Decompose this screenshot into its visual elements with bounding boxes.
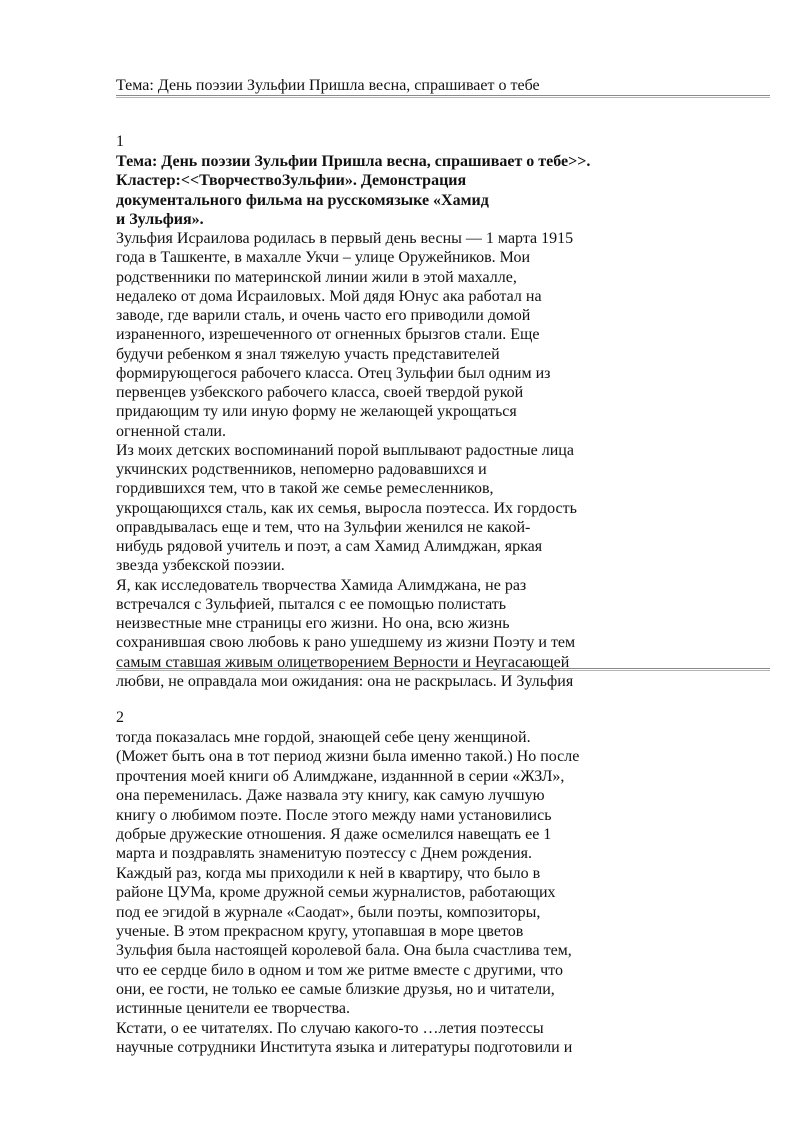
- running-header: Тема: День поэзии Зульфии Пришла весна, спрашивает о тебе: [116, 77, 540, 94]
- text-line: под ее эгидой в журнале «Саодат», были поэты, композиторы,: [116, 903, 541, 921]
- page-number-2: 2: [116, 709, 124, 726]
- text-line: будучи ребенком я знал тяжелую участь представителей: [116, 345, 500, 363]
- text-line: первенцев узбекского рабочего класса, своей твердой рукой: [116, 384, 524, 401]
- page-2-body: [116, 728, 596, 1058]
- text-line: нибудь рядовой учитель и поэт, а сам Хамид Алимджан, яркая: [116, 538, 543, 555]
- text-line: марта и поздравлять знаменитую поэтессу с Днем рождения.: [116, 845, 532, 863]
- text-line: неизвестные мне страницы его жизни. Но она, всю жизнь: [116, 615, 510, 632]
- section-heading: [116, 152, 596, 229]
- text-line: недалеко от дома Исраиловых. Мой дядя Юнус ака работал на: [116, 287, 542, 305]
- text-line: огненной стали.: [116, 422, 226, 440]
- text-line: года в Ташкенте, в махалле Укчи – улице Оружейников. Мои: [116, 249, 531, 267]
- text-line: они, ее гости, не только ее самые близкие друзья, но и читатели,: [116, 981, 555, 999]
- text-line: гордившихся тем, что в такой же семье ремесленников,: [116, 480, 494, 498]
- text-line: формирующегося рабочего класса. Отец Зульфии был одним из: [116, 364, 551, 382]
- text-line: научные сотрудники Института языка и литературы подготовили и: [116, 1039, 573, 1057]
- text-line: любви, не оправдала мои ожидания: она не раскрылась. И Зульфия: [116, 672, 574, 690]
- text-line: израненного, изрешеченного от огненных брызгов стали. Еще: [116, 326, 540, 344]
- text-line: (Может быть она в тот период жизни была именно такой.) Но после: [116, 748, 580, 766]
- text-line: укрощающихся сталь, как их семья, выросла поэтесса. Их гордость: [116, 499, 577, 517]
- page-1-body: [116, 229, 596, 691]
- heading-line: документального фильма на русскомязыке «Хамид: [116, 191, 489, 209]
- text-line: встречался с Зульфией, пытался с ее помощью полистать: [116, 595, 507, 613]
- text-line: книгу о любимом поэте. После этого между нами установились: [116, 806, 552, 824]
- text-line: Я, как исследователь творчества Хамида Алимджана, не раз: [116, 576, 527, 594]
- text-line: что ее сердце било в одном и том же ритме вместе с другими, что: [116, 961, 563, 979]
- heading-line: Тема: День поэзии Зульфии Пришла весна, спрашивает о тебе>>.: [116, 153, 591, 170]
- text-line: придающим ту или иную форму не желающей укрощаться: [116, 403, 517, 421]
- text-line: Зульфия Исраилова родилась в первый день весны — 1 марта 1915: [116, 230, 574, 247]
- page-number-1: 1: [116, 133, 124, 150]
- text-line: самым ставшая живым олицетворением Верности и Неугасающей: [116, 653, 570, 671]
- text-line: тогда показалась мне гордой, знающей себе цену женщиной.: [116, 729, 531, 746]
- text-line: оправдывалась еще и тем, что на Зульфии женился не какой-: [116, 518, 531, 536]
- text-line: ученые. В этом прекрасном кругу, утопавшая в море цветов: [116, 922, 524, 940]
- heading-line: и Зульфия».: [116, 210, 204, 228]
- text-line: прочтения моей книги об Алимджане, изданнной в серии «ЖЗЛ»,: [116, 767, 565, 785]
- page-divider: [116, 668, 770, 671]
- text-line: родственники по материнской линии жили в этой махалле,: [116, 268, 517, 286]
- text-line: звезда узбекской поэзии.: [116, 557, 285, 575]
- text-line: истинные ценители ее творчества.: [116, 1000, 350, 1018]
- text-line: укчинских родственников, непомерно радовавшихся и: [116, 461, 487, 478]
- heading-line: Кластер:<<ТворчествоЗульфии». Демонстрация: [116, 172, 467, 190]
- text-line: Из моих детских воспоминаний порой выплывают радостные лица: [116, 441, 574, 459]
- text-line: она переменилась. Даже назвала эту книгу, как самую лучшую: [116, 787, 545, 805]
- text-line: Каждый раз, когда мы приходили к ней в квартиру, что было в: [116, 864, 541, 882]
- text-line: районе ЦУМа, кроме дружной семьи журналистов, работающих: [116, 884, 556, 902]
- text-line: добрые дружеские отношения. Я даже осмелился навещать ее 1: [116, 825, 552, 843]
- page-1-content: [116, 152, 596, 691]
- text-line: сохранившая свою любовь к рано ушедшему из жизни Поэту и тем: [116, 634, 576, 652]
- page-2-content: [116, 728, 596, 1058]
- text-line: Кстати, о ее читателях. По случаю какого-то …летия поэтессы: [116, 1019, 544, 1037]
- text-line: заводе, где варили сталь, и очень часто его приводили домой: [116, 307, 531, 324]
- text-line: Зульфия была настоящей королевой бала. Она была счастлива тем,: [116, 942, 572, 960]
- header-divider: [116, 95, 770, 98]
